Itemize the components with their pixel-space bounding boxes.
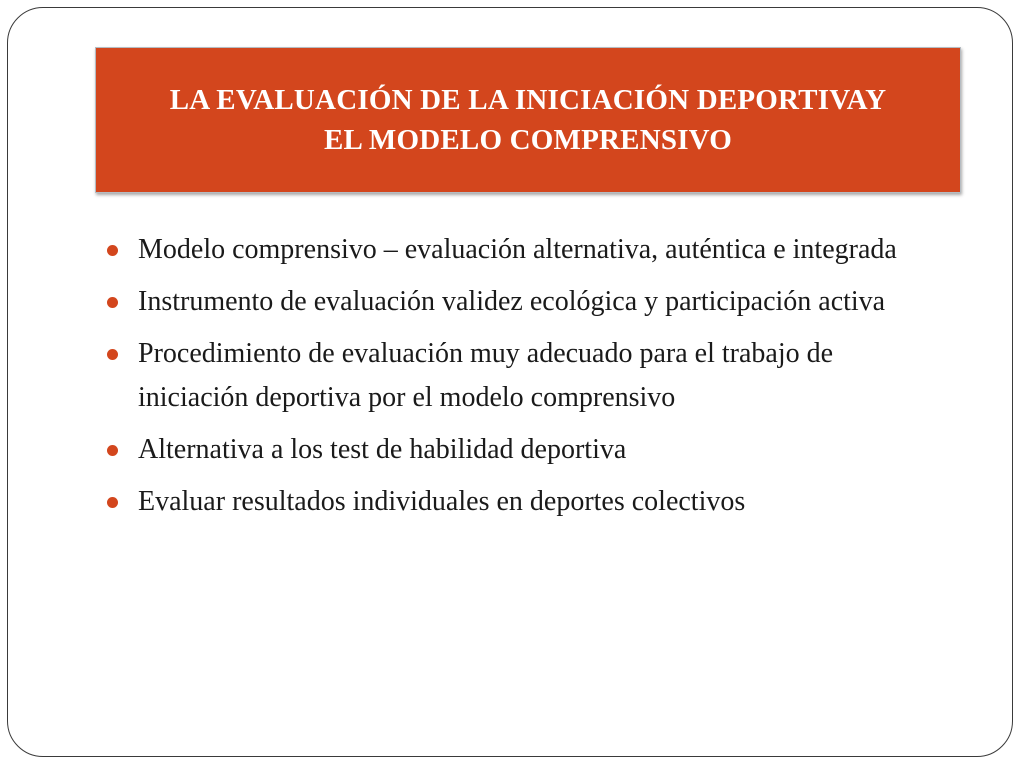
slide-title-line-2: EL MODELO COMPRENSIVO (323, 124, 733, 156)
bullet-item (104, 228, 934, 272)
bullet-item (104, 480, 934, 524)
bullet-text: Evaluar resultados individuales en deportes colectivos (138, 486, 746, 517)
circle-bullet-icon (107, 245, 118, 256)
bullet-text: Modelo comprensivo – evaluación alternativa, auténtica e integrada (138, 234, 897, 265)
title-banner (95, 47, 961, 193)
bullet-text: Alternativa a los test de habilidad deportiva (138, 434, 627, 465)
bullet-text: Procedimiento de evaluación muy adecuado para el trabajo de iniciación deportiva por el modelo comprensivo (138, 338, 834, 413)
circle-bullet-icon (107, 297, 118, 308)
bullet-item (104, 332, 934, 420)
bullet-text: Instrumento de evaluación validez ecológica y participación activa (138, 286, 886, 317)
bullet-item (104, 428, 934, 472)
slide-title-line-1: LA EVALUACIÓN DE LA INICIACIÓN DEPORTIVAY (169, 84, 887, 116)
bullet-item (104, 280, 934, 324)
slide-title (150, 80, 907, 160)
circle-bullet-icon (107, 497, 118, 508)
circle-bullet-icon (107, 445, 118, 456)
bullet-list (104, 228, 934, 532)
circle-bullet-icon (107, 349, 118, 360)
